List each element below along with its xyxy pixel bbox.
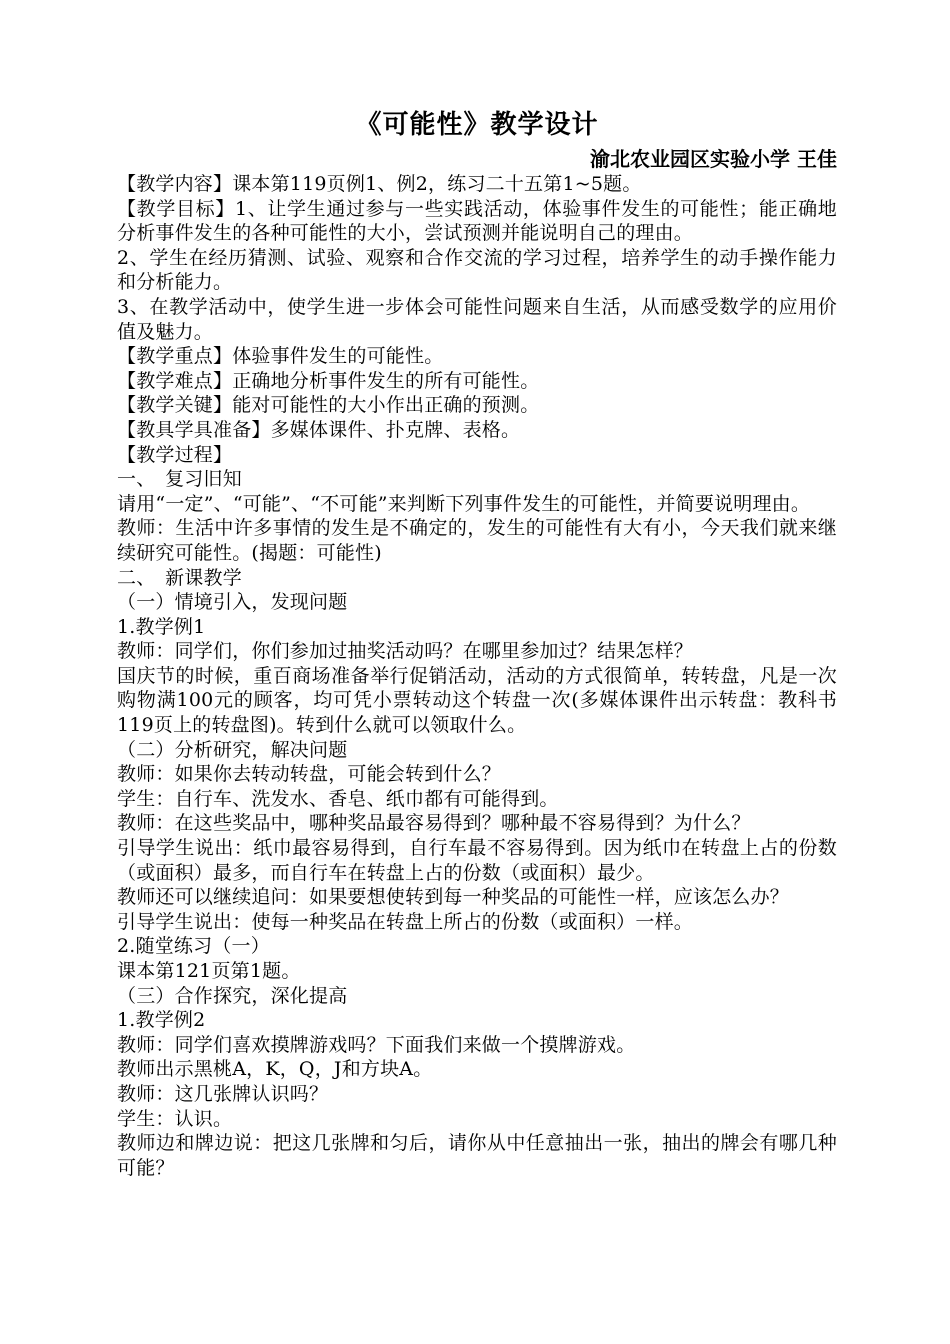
student-recognize: 学生：认识。 <box>117 1107 233 1130</box>
teaching-difficulty: 【教学难点】正确地分析事件发生的所有可能性。 <box>117 369 540 392</box>
national-day-scenario: 国庆节的时候，重百商场准备举行促销活动，活动的方式很简单，转转盘，凡是一次购物满100元的顾客，均可凭小票转动这个转盘一次(多媒体课件出示转盘：教科书119页上的转盘图)。转到什么就可以领取什么。 <box>117 664 837 737</box>
guide-students-answer-2: 引导学生说出：使每一种奖品在转盘上所占的份数（或面积）一样。 <box>117 910 694 933</box>
teaching-materials: 【教具学具准备】多媒体课件、扑克牌、表格。 <box>117 418 521 441</box>
teacher-question-easiest: 教师：在这些奖品中，哪种奖品最容易得到？哪种最不容易得到？为什么？ <box>117 812 751 835</box>
teaching-focus: 【教学重点】体验事件发生的可能性。 <box>117 345 444 368</box>
teacher-follow-up: 教师还可以继续追问：如果要想使转到每一种奖品的可能性一样，应该怎么办？ <box>117 886 790 909</box>
subsection-2-heading: （二）分析研究，解决问题 <box>117 738 348 761</box>
teaching-content: 【教学内容】课本第119页例1、例2，练习二十五第1~5题。 <box>117 173 642 195</box>
teaching-process-heading: 【教学过程】 <box>117 443 233 466</box>
teacher-question-cards: 教师：这几张牌认识吗？ <box>117 1082 329 1105</box>
document-author: 渝北农业园区实验小学 王佳 <box>590 147 837 171</box>
teacher-question-lottery: 教师：同学们，你们参加过抽奖活动吗？在哪里参加过？结果怎样？ <box>117 640 694 663</box>
document-page <box>117 108 837 1180</box>
teaching-goal-1: 【教学目标】1、让学生通过参与一些实践活动，体验事件发生的可能性；能正确地分析事件发生的各种可能性的大小，尝试预测并能说明自己的理由。 <box>117 197 837 245</box>
example-2-heading: 1.教学例2 <box>117 1009 206 1032</box>
document-title: 《可能性》教学设计 <box>355 110 599 140</box>
subsection-3-heading: （三）合作探究，深化提高 <box>117 984 348 1007</box>
practice-1-text: 课本第121页第1题。 <box>117 960 301 982</box>
teacher-card-game: 教师：同学们喜欢摸牌游戏吗？下面我们来做一个摸牌游戏。 <box>117 1033 636 1056</box>
teacher-shows-cards: 教师出示黑桃A，K，Q，J和方块A。 <box>117 1058 433 1081</box>
student-answer-prizes: 学生：自行车、洗发水、香皂、纸巾都有可能得到。 <box>117 787 559 810</box>
section-new-lesson-heading: 二、 新课教学 <box>117 566 242 589</box>
section-review-heading: 一、 复习旧知 <box>117 468 242 491</box>
practice-1-heading: 2.随堂练习（一） <box>117 935 270 958</box>
teaching-key: 【教学关键】能对可能性的大小作出正确的预测。 <box>117 394 540 417</box>
teaching-goal-2: 2、学生在经历猜测、试验、观察和合作交流的学习过程，培养学生的动手操作能力和分析能力。 <box>117 246 837 294</box>
teacher-shuffle-question: 教师边和牌边说：把这几张牌和匀后，请你从中任意抽出一张，抽出的牌会有哪几种可能？ <box>117 1132 837 1179</box>
teaching-goal-3: 3、在教学活动中，使学生进一步体会可能性问题来自生活，从而感受数学的应用价值及魅力。 <box>117 295 837 343</box>
review-instruction: 请用“一定”、“可能”、“不可能”来判断下列事件发生的可能性，并简要说明理由。 <box>117 492 811 515</box>
example-1-heading: 1.教学例1 <box>117 615 206 638</box>
teacher-intro: 教师：生活中许多事情的发生是不确定的，发生的可能性有大有小，今天我们就来继续研究可能性。(揭题：可能性) <box>117 517 837 564</box>
guide-students-answer-1: 引导学生说出：纸巾最容易得到，自行车最不容易得到。因为纸巾在转盘上占的份数（或面积）最多，而自行车在转盘上占的份数（或面积）最少。 <box>117 837 837 884</box>
subsection-1-heading: （一）情境引入，发现问题 <box>117 591 348 614</box>
teacher-question-spin: 教师：如果你去转动转盘，可能会转到什么？ <box>117 763 502 786</box>
